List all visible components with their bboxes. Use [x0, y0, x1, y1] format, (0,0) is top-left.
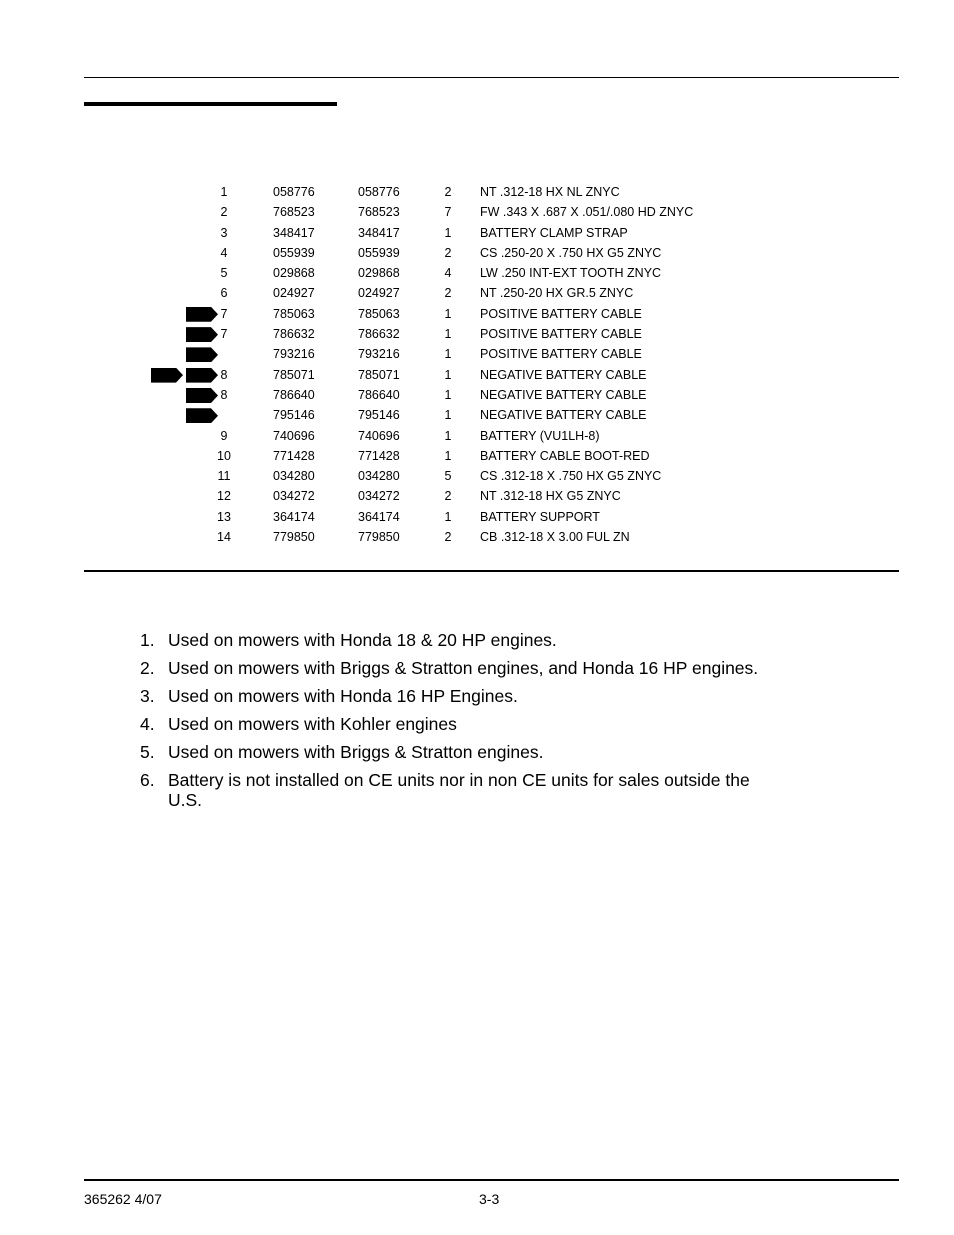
part-number-alt: 771428 [358, 448, 400, 463]
ref-number: 14 [217, 530, 231, 545]
table-row [0, 324, 954, 344]
quantity: 2 [444, 185, 452, 199]
ref-number: 12 [217, 489, 231, 504]
table-row [0, 527, 954, 547]
description: NEGATIVE BATTERY CABLE [480, 387, 647, 402]
ref-number: 7 [220, 306, 228, 321]
table-row [0, 243, 954, 263]
table-row [0, 486, 954, 506]
part-number-alt: 034280 [358, 469, 400, 484]
part-number-alt: 786632 [358, 327, 400, 342]
table-row [0, 263, 954, 283]
part-number-alt: 364174 [358, 509, 400, 524]
table-row [0, 446, 954, 466]
note-text: Used on mowers with Kohler engines [168, 714, 457, 734]
note-number: 1. [140, 630, 155, 650]
part-number-alt: 348417 [358, 225, 400, 240]
part-number: 024927 [273, 286, 315, 301]
quantity: 1 [444, 509, 452, 524]
ref-number: 8 [220, 387, 228, 402]
arrow-flag-icon [186, 408, 218, 423]
part-number-alt: 058776 [358, 185, 400, 199]
part-number-alt: 740696 [358, 428, 400, 443]
top-rule [84, 77, 899, 78]
part-number: 058776 [273, 185, 315, 199]
part-number-alt: 785063 [358, 306, 400, 321]
table-row [0, 426, 954, 446]
ref-number: 7 [220, 327, 228, 342]
part-number-alt: 768523 [358, 205, 400, 220]
part-number: 034272 [273, 489, 315, 504]
note-text: Used on mowers with Honda 18 & 20 HP engines. [168, 630, 557, 650]
description: NT .312-18 HX NL ZNYC [480, 185, 620, 199]
description: LW .250 INT-EXT TOOTH ZNYC [480, 266, 662, 281]
description: BATTERY (VU1LH-8) [480, 428, 600, 443]
quantity: 1 [444, 225, 452, 240]
table-row [0, 283, 954, 303]
part-number: 785071 [273, 367, 315, 382]
parts-table [0, 182, 954, 547]
ref-number: 1 [220, 185, 228, 199]
description: POSITIVE BATTERY CABLE [480, 327, 642, 342]
part-number: 779850 [273, 530, 315, 545]
part-number: 786632 [273, 327, 315, 342]
ref-number: 4 [220, 245, 228, 260]
part-number: 029868 [273, 266, 315, 281]
quantity: 7 [444, 205, 452, 220]
description: FW .343 X .687 X .051/.080 HD ZNYC [480, 205, 694, 220]
ref-number: 8 [220, 367, 228, 382]
arrow-flag-icon [151, 368, 183, 383]
note-item [140, 742, 780, 762]
part-number-alt: 055939 [358, 245, 400, 260]
part-number-alt: 785071 [358, 367, 400, 382]
part-number: 795146 [273, 408, 315, 423]
description: POSITIVE BATTERY CABLE [480, 306, 642, 321]
document-id: 365262 4/07 [84, 1191, 162, 1207]
note-text: Used on mowers with Briggs & Stratton engines, and Honda 16 HP engines. [168, 658, 759, 678]
table-row [0, 385, 954, 405]
note-number: 2. [140, 658, 155, 678]
part-number-alt: 024927 [358, 286, 400, 301]
page-number: 3-3 [479, 1191, 500, 1207]
part-number: 771428 [273, 448, 315, 463]
quantity: 2 [444, 286, 452, 301]
part-number-alt: 034272 [358, 489, 400, 504]
quantity: 2 [444, 530, 452, 545]
quantity: 1 [444, 327, 452, 342]
quantity: 1 [444, 448, 452, 463]
description: POSITIVE BATTERY CABLE [480, 347, 642, 362]
part-number: 055939 [273, 245, 315, 260]
table-row [0, 344, 954, 364]
ref-number: 10 [217, 448, 231, 463]
note-text: Battery is not installed on CE units nor in non CE units for sales outside the U.S. [168, 770, 750, 810]
quantity: 1 [444, 428, 452, 443]
note-number: 3. [140, 686, 155, 706]
description: CS .312-18 X .750 HX G5 ZNYC [480, 469, 662, 484]
ref-number: 3 [220, 225, 228, 240]
table-row [0, 223, 954, 243]
description: NT .312-18 HX G5 ZNYC [480, 489, 621, 504]
part-number: 740696 [273, 428, 315, 443]
quantity: 1 [444, 347, 452, 362]
note-number: 6. [140, 770, 155, 790]
description: BATTERY CLAMP STRAP [480, 225, 628, 240]
quantity: 1 [444, 387, 452, 402]
table-row [0, 182, 954, 202]
part-number: 768523 [273, 205, 315, 220]
note-item [140, 630, 780, 650]
description: NT .250-20 HX GR.5 ZNYC [480, 286, 634, 301]
ref-number: 2 [220, 205, 228, 220]
note-text: Used on mowers with Honda 16 HP Engines. [168, 686, 518, 706]
table-row [0, 365, 954, 385]
arrow-flag-icon [186, 347, 218, 362]
ref-number: 9 [220, 428, 228, 443]
description: BATTERY SUPPORT [480, 509, 600, 524]
part-number-alt: 786640 [358, 387, 400, 402]
note-number: 5. [140, 742, 155, 762]
part-number-alt: 779850 [358, 530, 400, 545]
table-bottom-rule [84, 570, 899, 572]
quantity: 1 [444, 408, 452, 423]
quantity: 5 [444, 469, 452, 484]
footer-rule [84, 1179, 899, 1181]
quantity: 2 [444, 245, 452, 260]
ref-number: 5 [220, 266, 228, 281]
table-row [0, 466, 954, 486]
note-item [140, 770, 780, 810]
description: CS .250-20 X .750 HX G5 ZNYC [480, 245, 662, 260]
description: CB .312-18 X 3.00 FUL ZN [480, 530, 630, 545]
quantity: 1 [444, 306, 452, 321]
quantity: 2 [444, 489, 452, 504]
part-number: 786640 [273, 387, 315, 402]
note-text: Used on mowers with Briggs & Stratton engines. [168, 742, 544, 762]
title-underline [84, 102, 337, 106]
part-number: 364174 [273, 509, 315, 524]
ref-number: 11 [217, 469, 231, 484]
ref-number: 6 [220, 286, 228, 301]
part-number: 348417 [273, 225, 315, 240]
note-item [140, 686, 780, 706]
part-number-alt: 795146 [358, 408, 400, 423]
part-number-alt: 793216 [358, 347, 400, 362]
description: NEGATIVE BATTERY CABLE [480, 367, 647, 382]
quantity: 1 [444, 367, 452, 382]
quantity: 4 [444, 266, 452, 281]
part-number: 785063 [273, 306, 315, 321]
note-item [140, 658, 780, 678]
description: NEGATIVE BATTERY CABLE [480, 408, 647, 423]
table-row [0, 507, 954, 527]
table-row [0, 202, 954, 222]
part-number-alt: 029868 [358, 266, 400, 281]
note-item [140, 714, 780, 734]
table-row [0, 304, 954, 324]
note-number: 4. [140, 714, 155, 734]
part-number: 793216 [273, 347, 315, 362]
notes-list [140, 630, 780, 818]
ref-number: 13 [217, 509, 231, 524]
part-number: 034280 [273, 469, 315, 484]
description: BATTERY CABLE BOOT-RED [480, 448, 650, 463]
table-row [0, 405, 954, 425]
